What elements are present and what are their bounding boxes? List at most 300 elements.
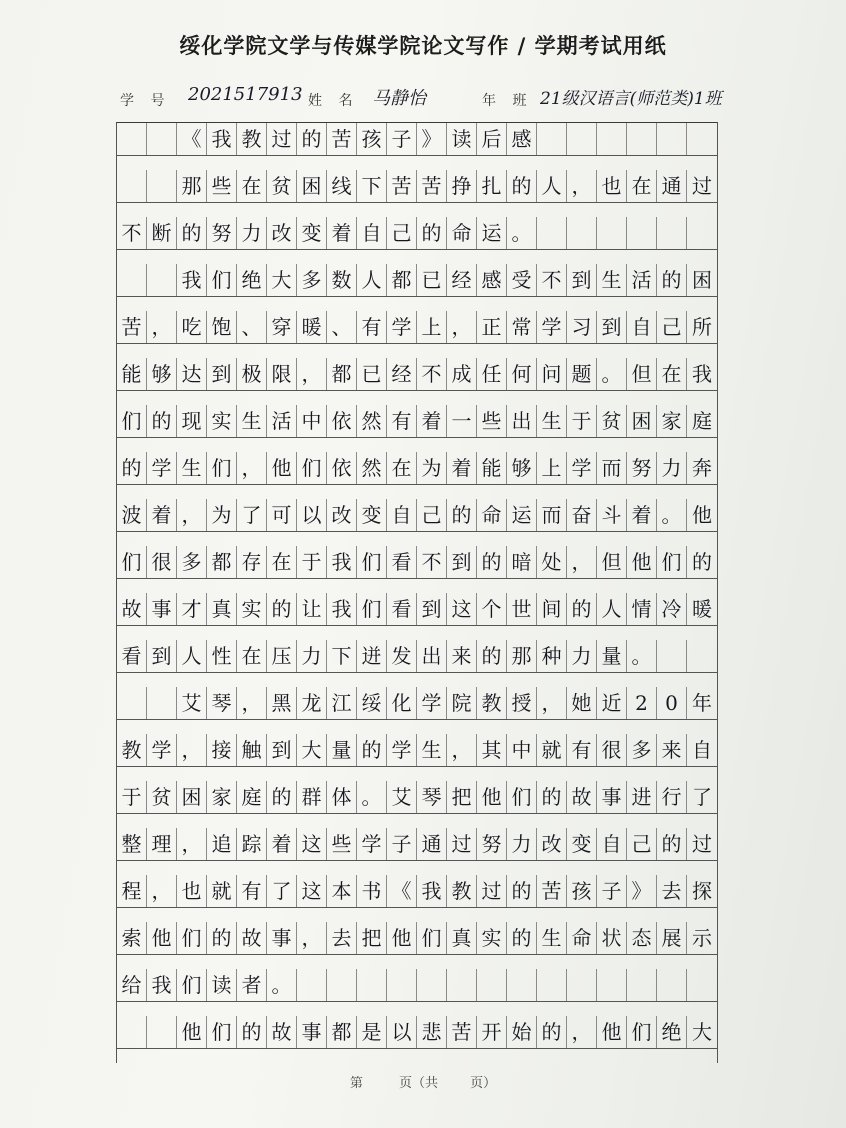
grid-cell xyxy=(357,969,387,1001)
grid-cell: 不 xyxy=(537,264,567,296)
grid-cell: 那 xyxy=(177,170,207,202)
grid-cell: ， xyxy=(177,828,207,860)
grid-cell: 开 xyxy=(477,1016,507,1048)
grid-cell: 的 xyxy=(537,781,567,813)
grid-cell: 教 xyxy=(477,687,507,719)
grid-cell: ， xyxy=(147,875,177,907)
grid-cell: 读 xyxy=(207,969,237,1001)
student-info-row xyxy=(110,84,760,114)
grid-cell: 自 xyxy=(357,217,387,249)
grid-cell xyxy=(417,969,447,1001)
grid-cell: 线 xyxy=(327,170,357,202)
essay-line xyxy=(117,123,717,156)
grid-cell: 多 xyxy=(177,546,207,578)
grid-cell: 苦 xyxy=(417,170,447,202)
grid-cell: ， xyxy=(237,452,267,484)
grid-cell: 教 xyxy=(237,123,267,155)
grid-cell: 了 xyxy=(267,875,297,907)
grid-cell: 变 xyxy=(567,828,597,860)
grid-cell: 年 xyxy=(692,691,712,715)
grid-cell: 情 xyxy=(627,593,657,625)
grid-cell: 学 xyxy=(147,452,177,484)
grid-cell: 感 xyxy=(477,264,507,296)
grid-cell: 2 xyxy=(627,687,657,719)
grid-cell: 力 xyxy=(237,217,267,249)
grid-cell: 者 xyxy=(237,969,267,1001)
grid-cell: 都 xyxy=(327,1016,357,1048)
grid-cell: 变 xyxy=(297,217,327,249)
grid-cell: 生 xyxy=(237,405,267,437)
grid-cell: 些 xyxy=(477,405,507,437)
grid-cell: 们 xyxy=(117,546,147,578)
grid-cell: 在 xyxy=(237,640,267,672)
grid-cell: 龙 xyxy=(297,687,327,719)
grid-cell xyxy=(477,969,507,1001)
grid-cell: 们 xyxy=(207,452,237,484)
grid-cell: 人 xyxy=(177,640,207,672)
grid-cell xyxy=(657,123,687,155)
grid-cell: 现 xyxy=(177,405,207,437)
grid-cell: 我 xyxy=(177,264,207,296)
grid-cell: 悲 xyxy=(417,1016,447,1048)
grid-cell: 命 xyxy=(477,499,507,531)
grid-cell: 为 xyxy=(417,452,447,484)
grid-cell: 命 xyxy=(447,217,477,249)
grid-cell: ， xyxy=(297,922,327,954)
grid-cell: 他 xyxy=(477,781,507,813)
grid-cell: 奔 xyxy=(692,456,712,480)
grid-cell: 暖 xyxy=(297,311,327,343)
grid-cell: 出 xyxy=(417,640,447,672)
grid-cell: 在 xyxy=(237,170,267,202)
grid-cell: 量 xyxy=(597,640,627,672)
grid-cell: 实 xyxy=(477,922,507,954)
grid-cell: 力 xyxy=(657,452,687,484)
essay-line xyxy=(117,969,717,1002)
grid-cell: 感 xyxy=(507,123,537,155)
grid-cell: 事 xyxy=(147,593,177,625)
grid-cell: 以 xyxy=(387,1016,417,1048)
grid-cell: 活 xyxy=(267,405,297,437)
grid-cell: 的 xyxy=(177,217,207,249)
grid-cell xyxy=(117,687,147,719)
grid-cell: 我 xyxy=(692,362,712,386)
grid-cell: 发 xyxy=(387,640,417,672)
grid-cell: 们 xyxy=(207,264,237,296)
grid-cell: 着 xyxy=(147,499,177,531)
grid-cell: 过 xyxy=(692,174,712,198)
grid-cell: 自 xyxy=(387,499,417,531)
grid-cell: 着 xyxy=(627,499,657,531)
grid-cell: 成 xyxy=(447,358,477,390)
grid-cell: 接 xyxy=(207,734,237,766)
grid-cell xyxy=(597,123,627,155)
grid-cell xyxy=(567,969,597,1001)
grid-cell: 的 xyxy=(657,264,687,296)
grid-cell: ， xyxy=(567,546,597,578)
grid-cell: 在 xyxy=(267,546,297,578)
grid-cell: 通 xyxy=(657,170,687,202)
grid-cell: 有 xyxy=(357,311,387,343)
grid-cell: 黑 xyxy=(267,687,297,719)
grid-cell: 事 xyxy=(267,922,297,954)
essay-line xyxy=(117,781,717,814)
grid-cell: 些 xyxy=(207,170,237,202)
grid-cell: 而 xyxy=(597,452,627,484)
grid-cell: 到 xyxy=(567,264,597,296)
grid-cell: 给 xyxy=(117,969,147,1001)
grid-cell: ， xyxy=(567,170,597,202)
grid-cell: 多 xyxy=(627,734,657,766)
grid-cell: 到 xyxy=(207,358,237,390)
grid-cell: 困 xyxy=(177,781,207,813)
grid-cell: 题 xyxy=(567,358,597,390)
grid-cell: 近 xyxy=(597,687,627,719)
essay-line xyxy=(117,170,717,203)
grid-cell: 的 xyxy=(507,875,537,907)
grid-cell: 程 xyxy=(117,875,147,907)
grid-cell: 能 xyxy=(477,452,507,484)
grid-cell: 理 xyxy=(147,828,177,860)
essay-line xyxy=(117,593,717,626)
grid-cell: 他 xyxy=(147,922,177,954)
essay-line xyxy=(117,734,717,767)
grid-cell: 们 xyxy=(417,922,447,954)
grid-cell: 存 xyxy=(237,546,267,578)
grid-cell: 上 xyxy=(537,452,567,484)
grid-cell xyxy=(657,640,687,672)
grid-cell: 量 xyxy=(327,734,357,766)
grid-cell: 都 xyxy=(387,264,417,296)
grid-cell: 大 xyxy=(692,1020,712,1044)
grid-cell: 努 xyxy=(207,217,237,249)
grid-cell: ， xyxy=(297,358,327,390)
grid-cell: 授 xyxy=(507,687,537,719)
grid-cell: 的 xyxy=(267,593,297,625)
grid-cell: 贫 xyxy=(597,405,627,437)
grid-cell: 们 xyxy=(357,546,387,578)
grid-cell: 们 xyxy=(207,1016,237,1048)
grid-cell: 中 xyxy=(507,734,537,766)
grid-cell: 故 xyxy=(267,1016,297,1048)
page-footer xyxy=(0,1072,846,1091)
grid-cell xyxy=(537,969,567,1001)
grid-cell: 改 xyxy=(327,499,357,531)
essay-line xyxy=(117,640,717,673)
essay-line xyxy=(117,875,717,908)
essay-line xyxy=(117,452,717,485)
grid-cell: 但 xyxy=(597,546,627,578)
grid-cell: 绝 xyxy=(237,264,267,296)
grid-cell: 改 xyxy=(267,217,297,249)
grid-cell: 学 xyxy=(147,734,177,766)
grid-cell: 很 xyxy=(147,546,177,578)
grid-cell: 出 xyxy=(507,405,537,437)
grid-cell: 波 xyxy=(117,499,147,531)
grid-cell xyxy=(507,969,537,1001)
grid-cell: 也 xyxy=(597,170,627,202)
grid-cell: ， xyxy=(237,687,267,719)
grid-cell: 的 xyxy=(267,781,297,813)
essay-line xyxy=(117,828,717,861)
grid-cell: 也 xyxy=(177,875,207,907)
grid-cell: 群 xyxy=(297,781,327,813)
grid-cell: 习 xyxy=(567,311,597,343)
grid-cell: 绥 xyxy=(357,687,387,719)
grid-cell: 们 xyxy=(177,969,207,1001)
grid-cell: 他 xyxy=(597,1016,627,1048)
grid-cell: 的 xyxy=(507,922,537,954)
essay-line xyxy=(117,264,717,297)
grid-cell: 来 xyxy=(447,640,477,672)
grid-cell: 踪 xyxy=(237,828,267,860)
grid-cell: 困 xyxy=(627,405,657,437)
grid-cell: 苦 xyxy=(387,170,417,202)
grid-cell: 。 xyxy=(657,499,687,531)
essay-line xyxy=(117,1016,717,1049)
grid-cell: 。 xyxy=(627,640,657,672)
grid-cell: 看 xyxy=(117,640,147,672)
grid-cell: 这 xyxy=(447,593,477,625)
grid-cell: 她 xyxy=(567,687,597,719)
grid-cell: 的 xyxy=(447,499,477,531)
essay-line xyxy=(117,217,717,250)
grid-cell xyxy=(327,969,357,1001)
grid-cell: 院 xyxy=(447,687,477,719)
grid-cell: 后 xyxy=(477,123,507,155)
class-value: 21级汉语言(师范类)1班 xyxy=(540,89,722,109)
grid-cell: 己 xyxy=(657,311,687,343)
grid-cell: 性 xyxy=(207,640,237,672)
grid-cell: 态 xyxy=(627,922,657,954)
grid-cell: 们 xyxy=(657,546,687,578)
grid-cell: 这 xyxy=(297,828,327,860)
grid-cell: 把 xyxy=(357,922,387,954)
grid-cell: 在 xyxy=(627,170,657,202)
grid-cell xyxy=(537,217,567,249)
grid-cell: ， xyxy=(447,734,477,766)
grid-cell: 看 xyxy=(387,546,417,578)
grid-cell: 暖 xyxy=(692,597,712,621)
grid-cell: 他 xyxy=(177,1016,207,1048)
grid-cell: 数 xyxy=(327,264,357,296)
grid-cell: 真 xyxy=(447,922,477,954)
grid-cell: 学 xyxy=(387,734,417,766)
grid-cell xyxy=(147,1016,177,1048)
grid-cell: 然 xyxy=(357,405,387,437)
grid-cell: 下 xyxy=(357,170,387,202)
grid-cell: 过 xyxy=(692,832,712,856)
grid-cell: 们 xyxy=(117,405,147,437)
essay-line xyxy=(117,546,717,579)
essay-line xyxy=(117,405,717,438)
grid-cell: 们 xyxy=(507,781,537,813)
grid-cell xyxy=(657,217,687,249)
grid-cell: 就 xyxy=(207,875,237,907)
grid-cell: 江 xyxy=(327,687,357,719)
grid-cell xyxy=(147,123,177,155)
grid-cell: 是 xyxy=(357,1016,387,1048)
grid-cell: 中 xyxy=(297,405,327,437)
grid-cell: 穿 xyxy=(267,311,297,343)
grid-cell: 家 xyxy=(207,781,237,813)
grid-cell: 己 xyxy=(627,828,657,860)
grid-cell: 生 xyxy=(537,922,567,954)
grid-cell: 他 xyxy=(387,922,417,954)
grid-cell: 有 xyxy=(567,734,597,766)
grid-cell: 的 xyxy=(537,1016,567,1048)
grid-cell: 在 xyxy=(387,452,417,484)
grid-cell: 过 xyxy=(267,123,297,155)
grid-cell: 到 xyxy=(597,311,627,343)
grid-cell: 世 xyxy=(507,593,537,625)
grid-cell: 困 xyxy=(297,170,327,202)
grid-cell xyxy=(627,969,657,1001)
grid-cell: 多 xyxy=(297,264,327,296)
grid-cell: 苦 xyxy=(537,875,567,907)
grid-cell: 已 xyxy=(357,358,387,390)
grid-cell xyxy=(597,969,627,1001)
grid-cell: 《 xyxy=(387,875,417,907)
grid-cell: 的 xyxy=(692,550,712,574)
grid-cell: ， xyxy=(447,311,477,343)
grid-cell: 艾 xyxy=(177,687,207,719)
grid-cell: 生 xyxy=(177,452,207,484)
grid-cell: 苦 xyxy=(327,123,357,155)
grid-cell: 的 xyxy=(357,734,387,766)
grid-cell: 体 xyxy=(327,781,357,813)
grid-cell: 常 xyxy=(507,311,537,343)
grid-cell: 子 xyxy=(387,828,417,860)
grid-cell: 能 xyxy=(117,358,147,390)
grid-cell: 了 xyxy=(692,785,712,809)
grid-cell: 已 xyxy=(417,264,447,296)
grid-cell: ， xyxy=(537,687,567,719)
grid-cell: 过 xyxy=(447,828,477,860)
grid-cell: 于 xyxy=(117,781,147,813)
total-unit: 页） xyxy=(470,1076,497,1091)
grid-cell: 的 xyxy=(297,123,327,155)
grid-cell xyxy=(687,217,717,249)
essay-line xyxy=(117,311,717,344)
grid-cell: 贫 xyxy=(267,170,297,202)
grid-cell: 下 xyxy=(327,640,357,672)
grid-cell: 那 xyxy=(507,640,537,672)
essay-line xyxy=(117,687,717,720)
grid-cell: 有 xyxy=(387,405,417,437)
grid-cell: 着 xyxy=(417,405,447,437)
grid-cell xyxy=(687,123,717,155)
class-label: 年 班 xyxy=(482,93,533,109)
grid-cell: 探 xyxy=(692,879,712,903)
grid-cell xyxy=(567,217,597,249)
grid-cell xyxy=(447,969,477,1001)
grid-cell: 上 xyxy=(417,311,447,343)
grid-cell: 行 xyxy=(657,781,687,813)
grid-cell: 》 xyxy=(417,123,447,155)
grid-cell: 的 xyxy=(117,452,147,484)
grid-cell: 子 xyxy=(597,875,627,907)
grid-cell: 他 xyxy=(267,452,297,484)
grid-cell: 示 xyxy=(692,926,712,950)
grid-cell xyxy=(387,969,417,1001)
grid-cell: 才 xyxy=(177,593,207,625)
grid-cell: 正 xyxy=(477,311,507,343)
grid-cell xyxy=(687,969,717,1001)
grid-cell: 着 xyxy=(447,452,477,484)
grid-cell: ， xyxy=(177,499,207,531)
grid-cell: 索 xyxy=(117,922,147,954)
grid-cell: 努 xyxy=(627,452,657,484)
grid-cell: 。 xyxy=(357,781,387,813)
grid-cell: 力 xyxy=(567,640,597,672)
grid-cell xyxy=(117,123,147,155)
grid-cell: 。 xyxy=(267,969,297,1001)
grid-cell: 不 xyxy=(417,546,447,578)
grid-cell: 的 xyxy=(657,828,687,860)
grid-cell: 教 xyxy=(117,734,147,766)
grid-cell: 以 xyxy=(297,499,327,531)
grid-cell: 进 xyxy=(627,781,657,813)
grid-cell: 故 xyxy=(567,781,597,813)
grid-cell: 改 xyxy=(537,828,567,860)
grid-cell: 不 xyxy=(117,217,147,249)
grid-cell: 压 xyxy=(267,640,297,672)
grid-cell: 大 xyxy=(297,734,327,766)
student-id-value: 2021517913 xyxy=(188,84,303,105)
grid-cell: 困 xyxy=(692,268,712,292)
grid-cell: 扎 xyxy=(477,170,507,202)
grid-cell: 自 xyxy=(627,311,657,343)
grid-cell: 暗 xyxy=(507,546,537,578)
grid-cell xyxy=(297,969,327,1001)
grid-cell: 状 xyxy=(597,922,627,954)
grid-cell: 让 xyxy=(297,593,327,625)
grid-cell: 的 xyxy=(477,546,507,578)
grid-cell: 绝 xyxy=(657,1016,687,1048)
grid-cell: 很 xyxy=(597,734,627,766)
grid-cell: 了 xyxy=(237,499,267,531)
grid-cell: 庭 xyxy=(692,409,712,433)
grid-cell: 实 xyxy=(207,405,237,437)
grid-cell: 、 xyxy=(237,311,267,343)
grid-cell: 的 xyxy=(567,593,597,625)
grid-cell: 教 xyxy=(447,875,477,907)
grid-cell: 苦 xyxy=(447,1016,477,1048)
grid-cell: 限 xyxy=(267,358,297,390)
grid-cell: 问 xyxy=(537,358,567,390)
grid-cell: 追 xyxy=(207,828,237,860)
grid-cell: 吃 xyxy=(177,311,207,343)
grid-cell: 们 xyxy=(177,922,207,954)
grid-cell: 实 xyxy=(237,593,267,625)
grid-cell: 生 xyxy=(537,405,567,437)
grid-cell: 学 xyxy=(537,311,567,343)
grid-cell xyxy=(117,1016,147,1048)
essay-line xyxy=(117,922,717,955)
grid-cell: 力 xyxy=(297,640,327,672)
grid-cell: 去 xyxy=(327,922,357,954)
grid-cell: ， xyxy=(147,311,177,343)
grid-cell: 真 xyxy=(207,593,237,625)
page-label: 第 xyxy=(349,1076,363,1091)
grid-cell: 始 xyxy=(507,1016,537,1048)
name-label: 姓 名 xyxy=(308,93,359,109)
grid-cell: 的 xyxy=(417,217,447,249)
grid-cell: 就 xyxy=(537,734,567,766)
grid-cell: 为 xyxy=(207,499,237,531)
grid-cell: 本 xyxy=(327,875,357,907)
